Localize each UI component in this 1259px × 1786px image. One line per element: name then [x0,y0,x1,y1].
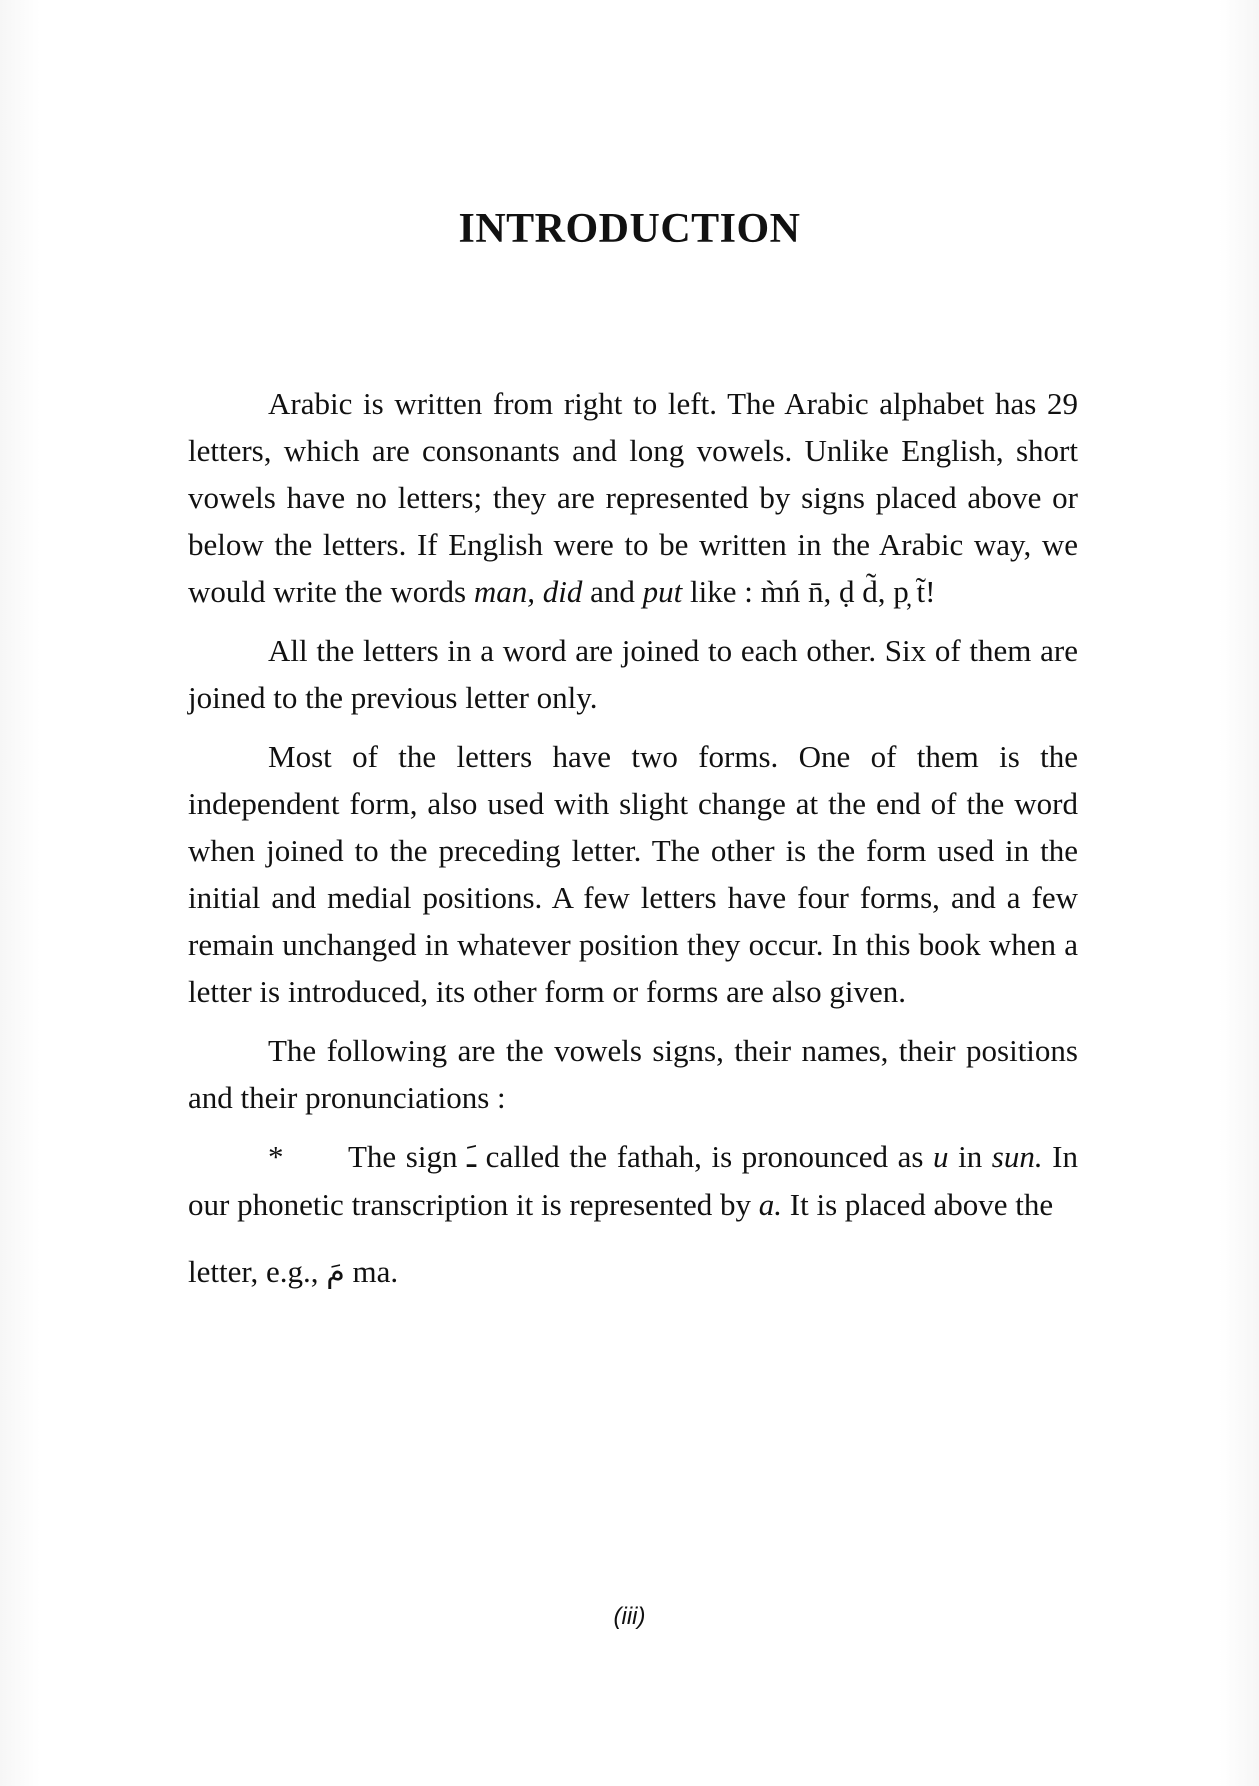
example-line [188,1248,1078,1296]
like-text: like : [682,574,761,609]
arabic-example-letter: مَ [326,1255,345,1290]
paragraph-5 [188,1133,1078,1228]
example-pre-text: letter, e.g., [188,1254,327,1289]
fathah-sign: ـَ [467,1139,477,1175]
page-number: (iii) [613,1603,646,1630]
sign-pre-text: The sign [348,1139,468,1174]
bullet-asterisk: * [268,1139,284,1174]
page-title: INTRODUCTION [458,206,801,252]
example-post-text: ma. [344,1254,399,1289]
italic-put: put [642,574,683,609]
and-text: and [582,574,643,609]
transcription-text: In our phonetic transcription it is represented by [188,1139,1079,1222]
transcription-example: m̀ń n̄, ḍ d̃, p̦ t̃! [760,574,936,609]
paragraph-4: The following are the vowels signs, their names, their positions and their pronunciations : [188,1033,1078,1115]
sign-mid-text: called the fathah, is pronounced as [476,1139,934,1174]
paragraph-2: All the letters in a word are joined to each other. Six of them are joined to the previous letter only. [188,633,1078,715]
in-text: in [948,1139,992,1174]
paragraph-1 [188,380,1078,615]
italic-sun: sun. [991,1139,1043,1174]
paragraph-3: Most of the letters have two forms. One of them is the independent form, also used with slight change at the end of the word when joined to the preceding letter. The other is the form used in the initial and medial positions. A few letters have four forms, and a few remain unchanged in whatever position they occur. In this book when a letter is introduced, its other form or forms are also given. [188,739,1078,1009]
placement-text: It is placed above the [782,1187,1054,1222]
paragraph-1-text: Arabic is written from right to left. The Arabic alphabet has 29 letters, which are consonants and long vowels. Unlike English, short vowels have no letters; they are represented by signs placed above or below the letters. If English were to be written in the Arabic way, we would write the words [188,386,1078,609]
body-text [188,380,1078,1296]
italic-a: a. [758,1187,783,1222]
italic-man-did: man, did [473,574,583,609]
italic-u: u [933,1139,949,1174]
